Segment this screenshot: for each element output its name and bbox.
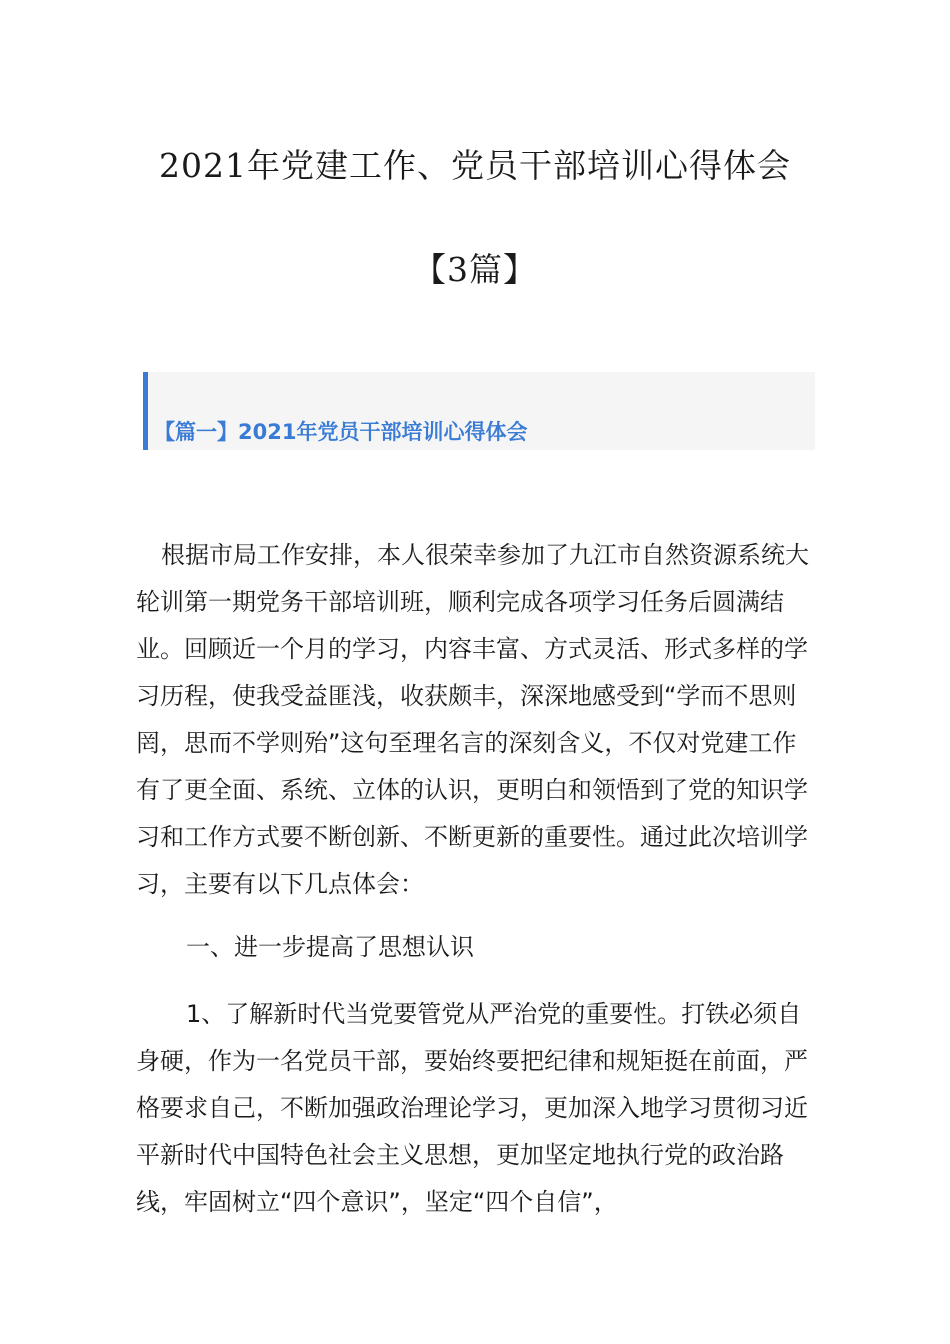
- body-paragraph-1: 根据市局工作安排，本人很荣幸参加了九江市自然资源系统大轮训第一期党务干部培训班，顺利完成各项学习任务后圆满结业。回顾近一个月的学习，内容丰富、方式灵活、形式多样的学习历程，使我受益匪浅，收获颇丰，深深地感受到“学而不思则罔，思而不学则殆”这句至理名言的深刻含义，不仅对党建工作有了更全面、系统、立体的认识，更明白和领悟到了党的知识学习和工作方式要不断创新、不断更新的重要性。通过此次培训学习，主要有以下几点体会：: [136, 541, 809, 898]
- document-title-line-1: 2021年党建工作、党员干部培训心得体会: [159, 146, 791, 185]
- sub-heading-1: 一、进一步提高了思想认识: [186, 933, 474, 961]
- section-heading: 【篇一】2021年党员干部培训心得体会: [154, 420, 528, 444]
- body-paragraph-2: 1、了解新时代当党要管党从严治党的重要性。打铁必须自身硬，作为一名党员干部，要始终要把纪律和规矩挺在前面，严格要求自己，不断加强政治理论学习，更加深入地学习贯彻习近平新时代中国特色社会主义思想，更加坚定地执行党的政治路线，牢固树立“四个意识”，坚定“四个自信”，: [136, 1000, 808, 1216]
- section-heading-box: [143, 372, 815, 450]
- document-title-line-2: 【3篇】: [413, 250, 537, 289]
